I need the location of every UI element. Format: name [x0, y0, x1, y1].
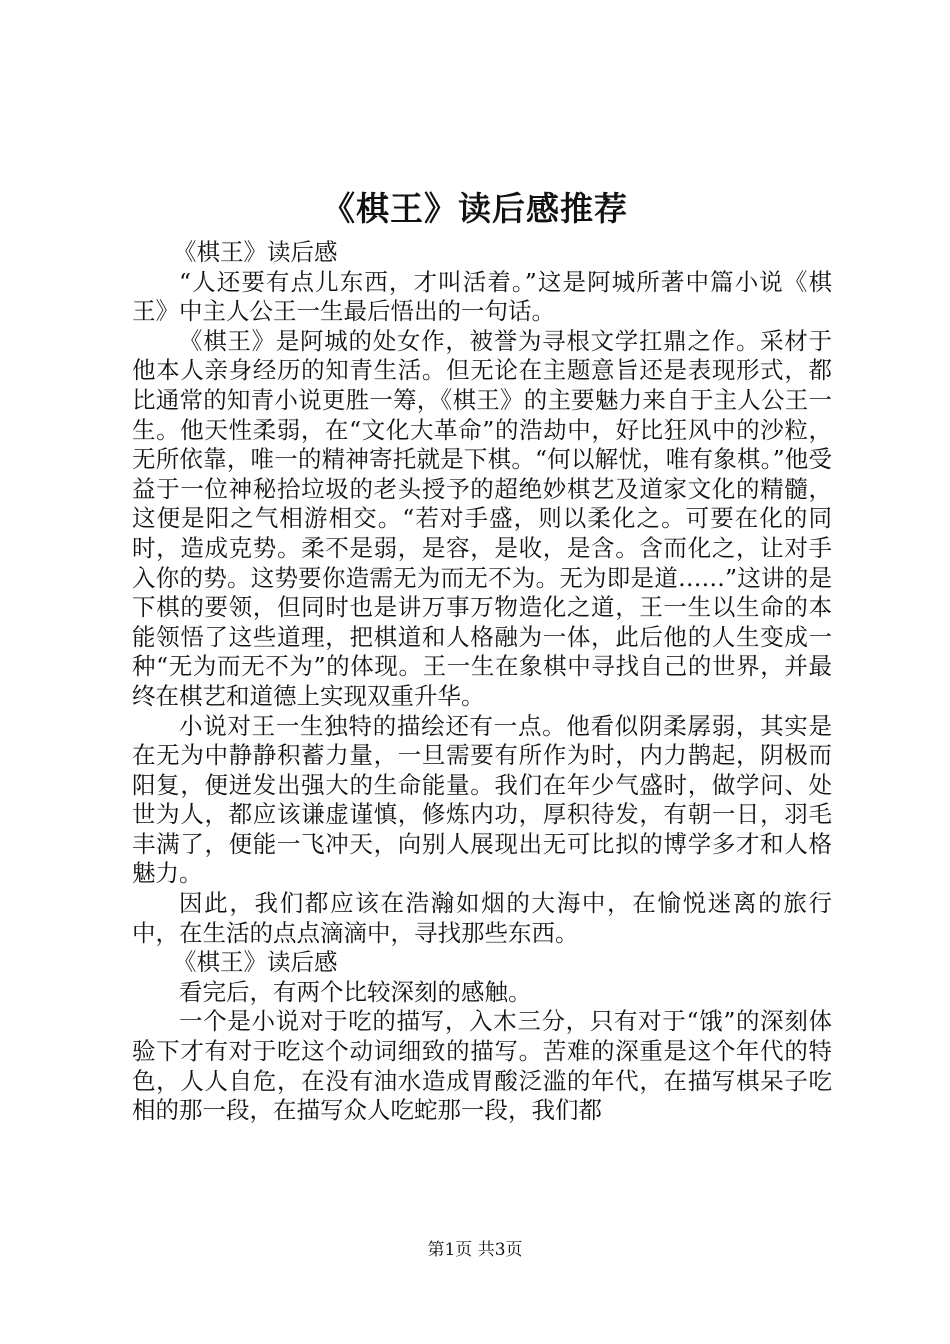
paragraph: “人还要有点儿东西，才叫活着。”这是阿城所著中篇小说《棋王》中主人公王一生最后悟出的一句话。 [132, 267, 832, 326]
paragraph: 小说对王一生独特的描绘还有一点。他看似阴柔孱弱，其实是在无为中静静积蓄力量，一旦需要有所作为时，内力鹊起，阴极而阳复，便迸发出强大的生命能量。我们在年少气盛时，做学问、处世为人，都应该谦虚谨慎，修炼内功，厚积待发，有朝一日，羽毛丰满了，便能一飞冲天，向别人展现出无可比拟的博学多才和人格魅力。 [132, 711, 832, 888]
paragraph: 一个是小说对于吃的描写，入木三分，只有对于“饿”的深刻体验下才有对于吃这个动词细致的描写。苦难的深重是这个年代的特色，人人自危，在没有油水造成胃酸泛滥的年代，在描写棋呆子吃相的那一段，在描写众人吃蛇那一段，我们都 [132, 1007, 832, 1125]
document-title: 《棋王》读后感推荐 [322, 189, 628, 228]
paragraph: 因此，我们都应该在浩瀚如烟的大海中，在愉悦迷离的旅行中，在生活的点点滴滴中，寻找那些东西。 [132, 889, 832, 947]
section-heading: 《棋王》读后感 [173, 948, 338, 977]
document-body [132, 238, 832, 1126]
page-footer: 第1页 共3页 [427, 1240, 523, 1260]
section-heading: 《棋王》读后感 [173, 238, 338, 266]
paragraph: 《棋王》是阿城的处女作，被誉为寻根文学扛鼎之作。采材于他本人亲身经历的知青生活。但无论在主题意旨还是表现形式，都比通常的知青小说更胜一筹，《棋王》的主要魅力来自于主人公王一生。他天性柔弱，在“文化大革命”的浩劫中，好比狂风中的沙粒，无所依靠，唯一的精神寄托就是下棋。“何以解忧，唯有象棋。”他受益于一位神秘拾垃圾的老头授予的超绝妙棋艺及道家文化的精髓，这便是阳之气相游相交。“若对手盛，则以柔化之。可要在化的同时，造成克势。柔不是弱，是容，是收，是含。含而化之，让对手入你的势。这势要你造需无为而无不为。无为即是道……”这讲的是下棋的要领，但同时也是讲万事万物造化之道，王一生以生命的本能领悟了这些道理，把棋道和人格融为一体，此后他的人生变成一种“无为而无不为”的体现。王一生在象棋中寻找自己的世界，并最终在棋艺和道德上实现双重升华。 [132, 326, 832, 710]
paragraph: 看完后，有两个比较深刻的感触。 [179, 977, 532, 1006]
